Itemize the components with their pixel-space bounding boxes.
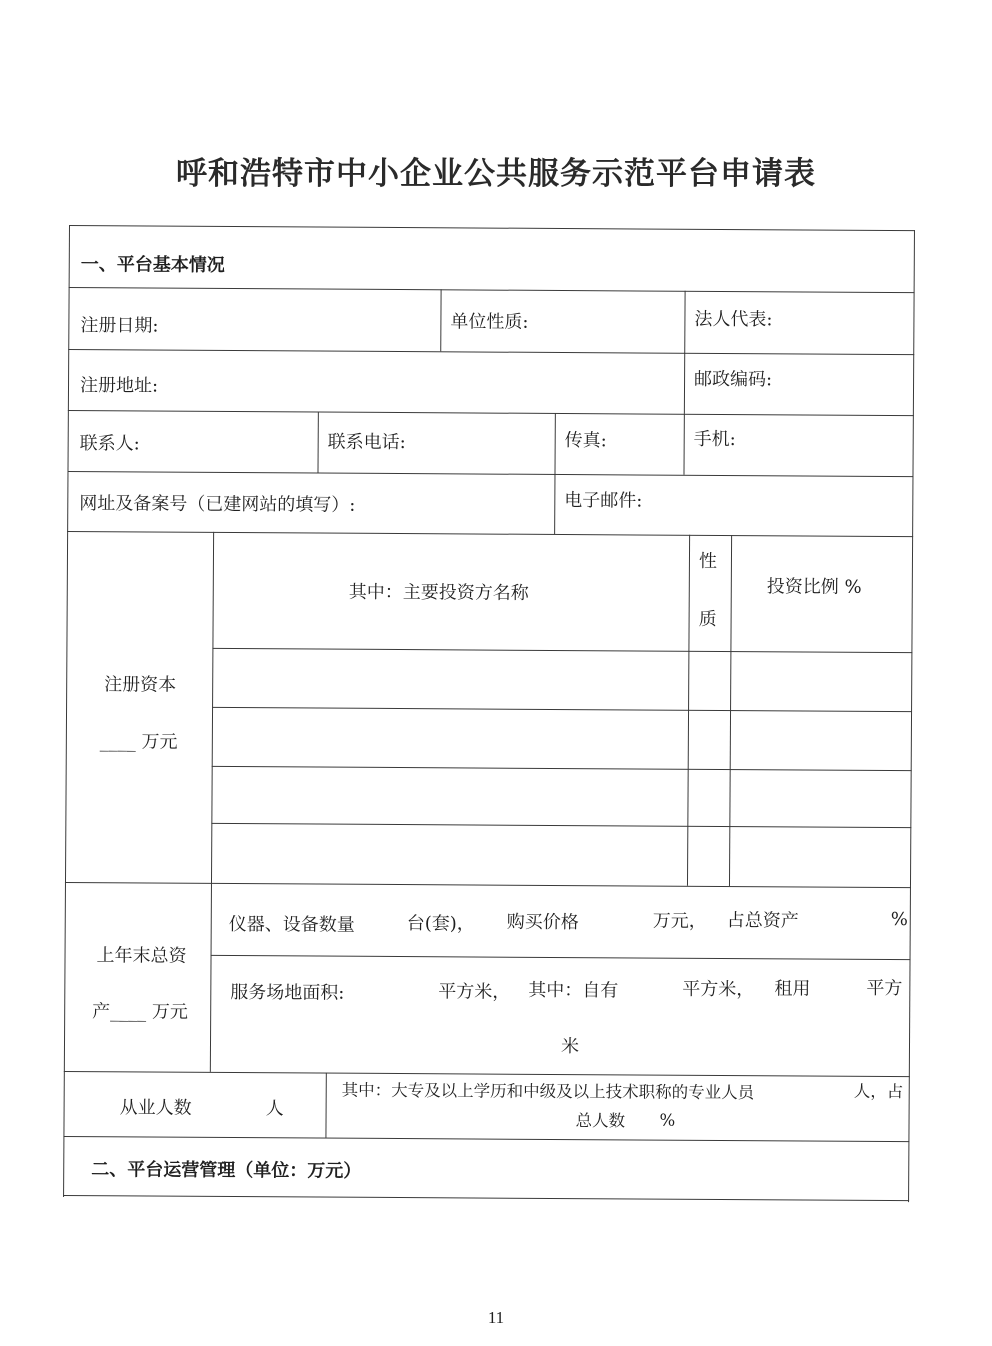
investor-header: 其中：主要投资方名称	[348, 581, 529, 604]
form-line	[212, 648, 912, 653]
form-line	[683, 414, 684, 475]
venue-owned-unit: 平方米，	[682, 978, 755, 1001]
form-line	[63, 1195, 909, 1201]
form-line	[211, 823, 911, 828]
staff-label: 从业人数	[119, 1097, 192, 1119]
capital-unit: ____ 万元	[99, 731, 178, 753]
form-line	[210, 532, 214, 1072]
assets-label-1: 上年末总资	[96, 945, 187, 967]
staff-unit: 人	[265, 1098, 284, 1120]
venue-owned: 其中：自有	[528, 979, 619, 1002]
form-line	[211, 955, 911, 960]
fax-label: 传真:	[564, 430, 607, 452]
form-line	[68, 410, 914, 416]
assets-label-2: 产____ 万元	[92, 1001, 188, 1023]
mobile-label: 手机:	[693, 428, 736, 451]
page-number: 11	[487, 1308, 505, 1327]
venue-rented-unit-end: 米	[560, 1036, 580, 1058]
form-line	[64, 1071, 910, 1077]
form-line	[440, 289, 441, 351]
asset-share: 占总资产	[726, 910, 799, 932]
form-line	[325, 1073, 326, 1138]
postcode-label: 邮政编码:	[694, 368, 773, 391]
staff-detail-unit: 人，占	[853, 1081, 904, 1102]
form-line	[63, 1136, 909, 1142]
nature-header-1: 性	[698, 550, 718, 572]
reg-address-label: 注册地址:	[79, 375, 159, 397]
legal-rep-label: 法人代表:	[694, 308, 773, 331]
form-line	[67, 471, 913, 477]
section-heading: 一、平台基本情况	[80, 254, 225, 276]
form-line	[212, 766, 912, 771]
form-line	[67, 531, 913, 537]
reg-date-label: 注册日期:	[80, 315, 159, 337]
page-title: 呼和浩特市中小企业公共服务示范平台申请表	[176, 156, 816, 192]
website-label: 网址及备案号（已建网站的填写）:	[79, 493, 356, 516]
staff-total-percent: %	[659, 1110, 676, 1130]
form-border-left	[63, 225, 70, 1197]
venue-area: 服务场地面积:	[230, 981, 345, 1004]
venue-rented: 租用	[774, 978, 811, 1000]
staff-total-label: 总人数	[575, 1111, 626, 1131]
equipment-unit: 台(套)，	[406, 913, 475, 935]
phone-label: 联系电话:	[327, 431, 406, 454]
ratio-header: 投资比例 %	[766, 576, 862, 598]
section-heading: 二、平台运营管理（单位：万元）	[91, 1159, 362, 1182]
price-unit: 万元，	[652, 910, 707, 932]
unit-nature-label: 单位性质:	[450, 311, 529, 333]
staff-detail: 其中：大专及以上学历和中级及以上技术职称的专业人员	[341, 1080, 755, 1103]
form-line	[68, 349, 914, 355]
application-form	[63, 225, 915, 1202]
nature-header-2: 质	[698, 608, 717, 630]
equipment-count: 仪器、设备数量	[228, 913, 355, 936]
capital-label: 注册资本	[104, 674, 177, 696]
form-line	[317, 412, 318, 473]
form-line	[212, 707, 912, 712]
venue-rented-unit: 平方	[866, 977, 903, 1000]
venue-unit: 平方米，	[438, 981, 511, 1003]
purchase-price: 购买价格	[506, 911, 579, 934]
form-border-right	[908, 230, 915, 1202]
contact-label: 联系人:	[79, 433, 140, 455]
form-line	[69, 287, 915, 293]
form-line	[65, 882, 911, 888]
email-label: 电子邮件:	[564, 490, 643, 512]
asset-share-percent: %	[890, 909, 908, 931]
form-line	[69, 225, 915, 231]
